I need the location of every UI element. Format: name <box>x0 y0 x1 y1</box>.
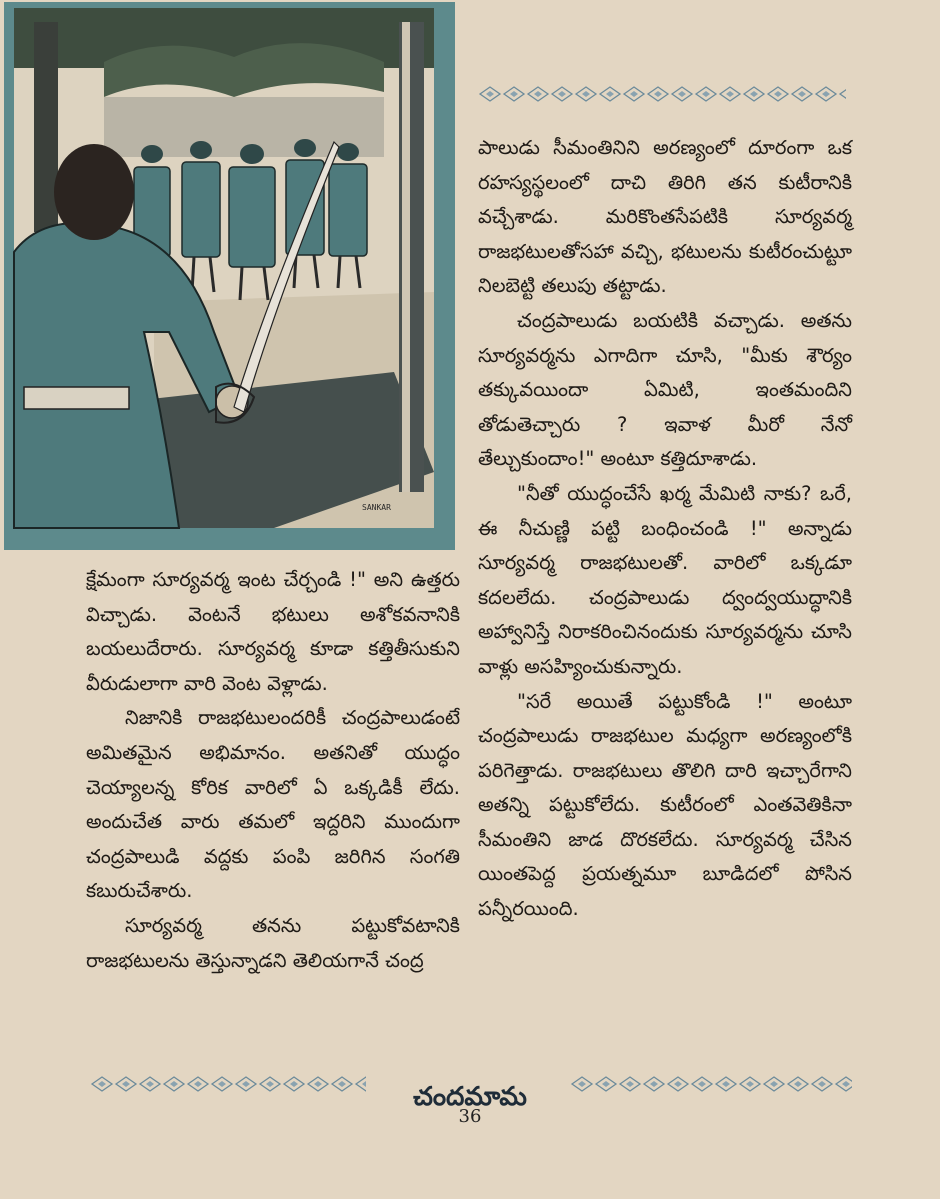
paragraph: నిజానికి రాజభటులందరికీ చంద్రపాలుడంటే అమితమైన అభిమానం. అతనితో యుద్ధం చెయ్యాలన్న కోరిక వారిలో ఏ ఒక్కడికీ లేదు. అందుచేత వారు తమలో ఇద్దరిని ముందుగా చంద్రపాలుడి వద్దకు పంపి జరిగిన సంగతి కబురుచేశారు. <box>86 706 460 903</box>
left-text-column <box>86 563 460 978</box>
right-text-column <box>478 131 852 927</box>
artist-signature: SANKAR <box>362 503 391 512</box>
story-illustration <box>4 2 455 550</box>
paragraph: "సరే అయితే పట్టుకోండి !" అంటూ చంద్రపాలుడు రాజభటుల మధ్యగా అరణ్యంలోకి పరిగెత్తాడు. రాజభటులు తొలిగి దారి ఇచ్చారేగాని అతన్ని పట్టుకోలేదు. కుటీరంలో ఎంతవెతికినా సీమంతిని జాడ దొరకలేదు. సూర్యవర్మ చేసిన యింతపెద్ద ప్రయత్నమూ బూడిదలో పోసిన పన్నీరయింది. <box>478 689 852 921</box>
top-ornament-border <box>478 84 846 104</box>
paragraph: "నీతో యుద్ధంచేసే ఖర్మ మేమిటి నాకు? ఒరే, ఈ నీచుణ్ణి పట్టి బంధించండి !" అన్నాడు సూర్యవర్మ రాజభటులతో. వారిలో ఒక్కడూ కదలలేదు. చంద్రపాలుడు ద్వంద్వయుద్ధానికి అహ్వానిస్తే నిరాకరించినందుకు సూర్యవర్మను చూసి వాళ్లు అసహ్యించుకున్నారు. <box>478 481 852 678</box>
paragraph: చంద్రపాలుడు బయటికి వచ్చాడు. అతను సూర్యవర్మను ఎగాదిగా చూసి, "మీకు శౌర్యం తక్కువయిందా ఏమిటి, ఇంతమందిని తోడుతెచ్చారు ? ఇవాళ మీరో నేనో తేల్చుకుందాం!" అంటూ కత్తిదూశాడు. <box>478 308 852 471</box>
swordsman-facing-soldiers-illustration <box>4 2 455 550</box>
paragraph: సూర్యవర్మ తనను పట్టుకోవటానికి రాజభటులను తెస్తున్నాడని తెలియగానే చంద్ర <box>86 913 460 972</box>
paragraph: క్షేమంగా సూర్యవర్మ ఇంట చేర్చండి !" అని ఉత్తరు విచ్చాడు. వెంటనే భటులు అశోకవనానికి బయలుదేరారు. సూర్యవర్మ కూడా కత్తితీసుకుని వీరుడులాగా వారి వెంట వెళ్లాడు. <box>86 568 460 695</box>
footer-ornament-right <box>570 1074 852 1094</box>
paragraph: పాలుడు సీమంతినిని అరణ్యంలో దూరంగా ఒక రహస్యస్థలంలో దాచి తిరిగి తన కుటీరానికి వచ్చేశాడు. మరికొంతసేపటికి సూర్యవర్మ రాజభటులతోసహా వచ్చి, భటులను కుటీరంచుట్టూ నిలబెట్టి తలుపు తట్టాడు. <box>478 136 852 298</box>
magazine-title: చందమామ <box>413 1082 527 1112</box>
page-number: 36 <box>458 1106 482 1127</box>
footer-ornament-left <box>90 1074 366 1094</box>
